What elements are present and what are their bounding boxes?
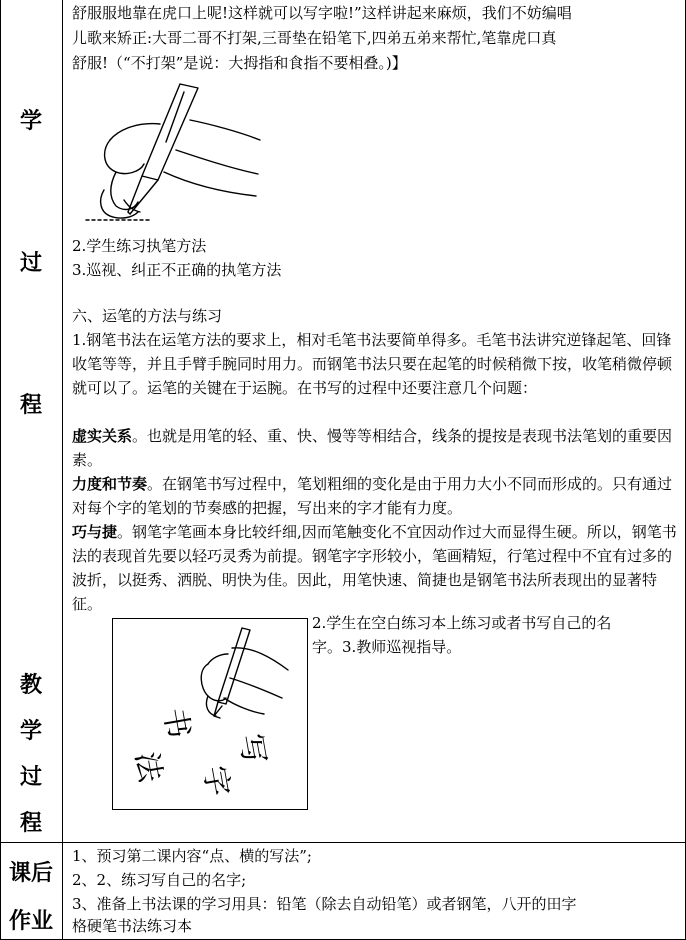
section-6-heading: 六、运笔的方法与练习: [72, 307, 223, 325]
column-divider: [62, 0, 63, 940]
practice-line-2: 字。3.教师巡视指导。: [312, 638, 462, 656]
label-kehou: 课后: [8, 860, 53, 886]
practice-char-4: 法: [128, 749, 168, 785]
section-6-virtual-real: [72, 424, 680, 472]
homework-item-1: 1、预习第二课内容“点、横的写法”;: [72, 847, 312, 865]
pen-grip-illustration: [80, 80, 280, 228]
table-border-left: [0, 0, 1, 940]
label-cheng-2: 程: [19, 810, 42, 836]
strength-rhythm-text: 。在钢笔书写过程中，笔划粗细的变化是由于用力大小不同而形成的。只有通过对每个字的笔划的节奏感的把握，写出来的字才能有力度。: [72, 475, 673, 517]
term-skill-speed: 巧与捷: [72, 523, 118, 541]
section-6-skill: [72, 520, 680, 616]
label-xue-2: 学: [19, 718, 42, 744]
intro-line-1: 舒服服地靠在虎口上呢!这样就可以写字啦!”这样讲起来麻烦，我们不妨编唱: [72, 4, 572, 22]
step-3: 3.巡视、纠正不正确的执笔方法: [72, 261, 282, 279]
practice-line-1: 2.学生在空白练习本上练习或者书写自己的名: [312, 614, 612, 632]
step-2: 2.学生练习执笔方法: [72, 237, 207, 255]
homework-item-2: 2、2、练习写自己的名字;: [72, 871, 247, 889]
intro-line-2: 儿歌来矫正:大哥二哥不打架,三哥垫在铅笔下,四弟五弟来帮忙,笔靠虎口真: [72, 29, 557, 47]
practice-char-1: 写: [232, 731, 272, 767]
skill-speed-text: 。钢笔字笔画本身比较纤细,因而笔触变化不宜因动作过大而显得生硬。所以，钢笔书法的表现首先要以轻巧灵秀为前提。钢笔字字形较小，笔画精短，行笔过程中不宜有过多的波折，以挺秀、洒脱、明快为佳。因此，用笔快速、简捷也是钢笔书法所表现出的显著特征。: [72, 523, 677, 613]
homework-item-3: 3、准备上书法课的学习用具：铅笔（除去自动铅笔）或者钢笔，八开的田字: [72, 895, 577, 913]
homework-item-3-cont: 格硬笔书法练习本: [72, 917, 193, 935]
label-zuoye: 作业: [8, 908, 53, 934]
label-jiao: 教: [19, 672, 42, 698]
row-divider: [0, 842, 686, 843]
label-guo-2: 过: [19, 764, 42, 790]
section-6-rhythm: [72, 472, 680, 520]
writing-practice-illustration: [112, 618, 308, 810]
virtual-real-text: 。也就是用笔的轻、重、快、慢等等相结合，线条的提按是表现书法笔划的重要因素。: [72, 427, 673, 469]
section-6-paragraph-1: 1.钢笔书法在运笔方法的要求上，相对毛笔书法要简单得多。毛笔书法讲究逆锋起笔、回锋收笔等等，并且手臂手腕同时用力。而钢笔书法只要在起笔的时候稍微下按，收笔稍微停顿就可以了。运笔的关键在于运腕。在书写的过程中还要注意几个问题：: [72, 331, 673, 397]
label-xue: 学: [19, 108, 42, 134]
term-strength-rhythm: 力度和节奏: [72, 475, 148, 493]
term-virtual-real: 虚实关系: [72, 427, 133, 445]
practice-char-3: 书: [156, 705, 196, 741]
label-cheng: 程: [19, 392, 42, 418]
intro-line-3: 舒服!（“不打架”是说：大拇指和食指不要相叠。)】: [72, 54, 407, 72]
practice-char-2: 字: [196, 763, 236, 799]
label-guo: 过: [19, 250, 42, 276]
